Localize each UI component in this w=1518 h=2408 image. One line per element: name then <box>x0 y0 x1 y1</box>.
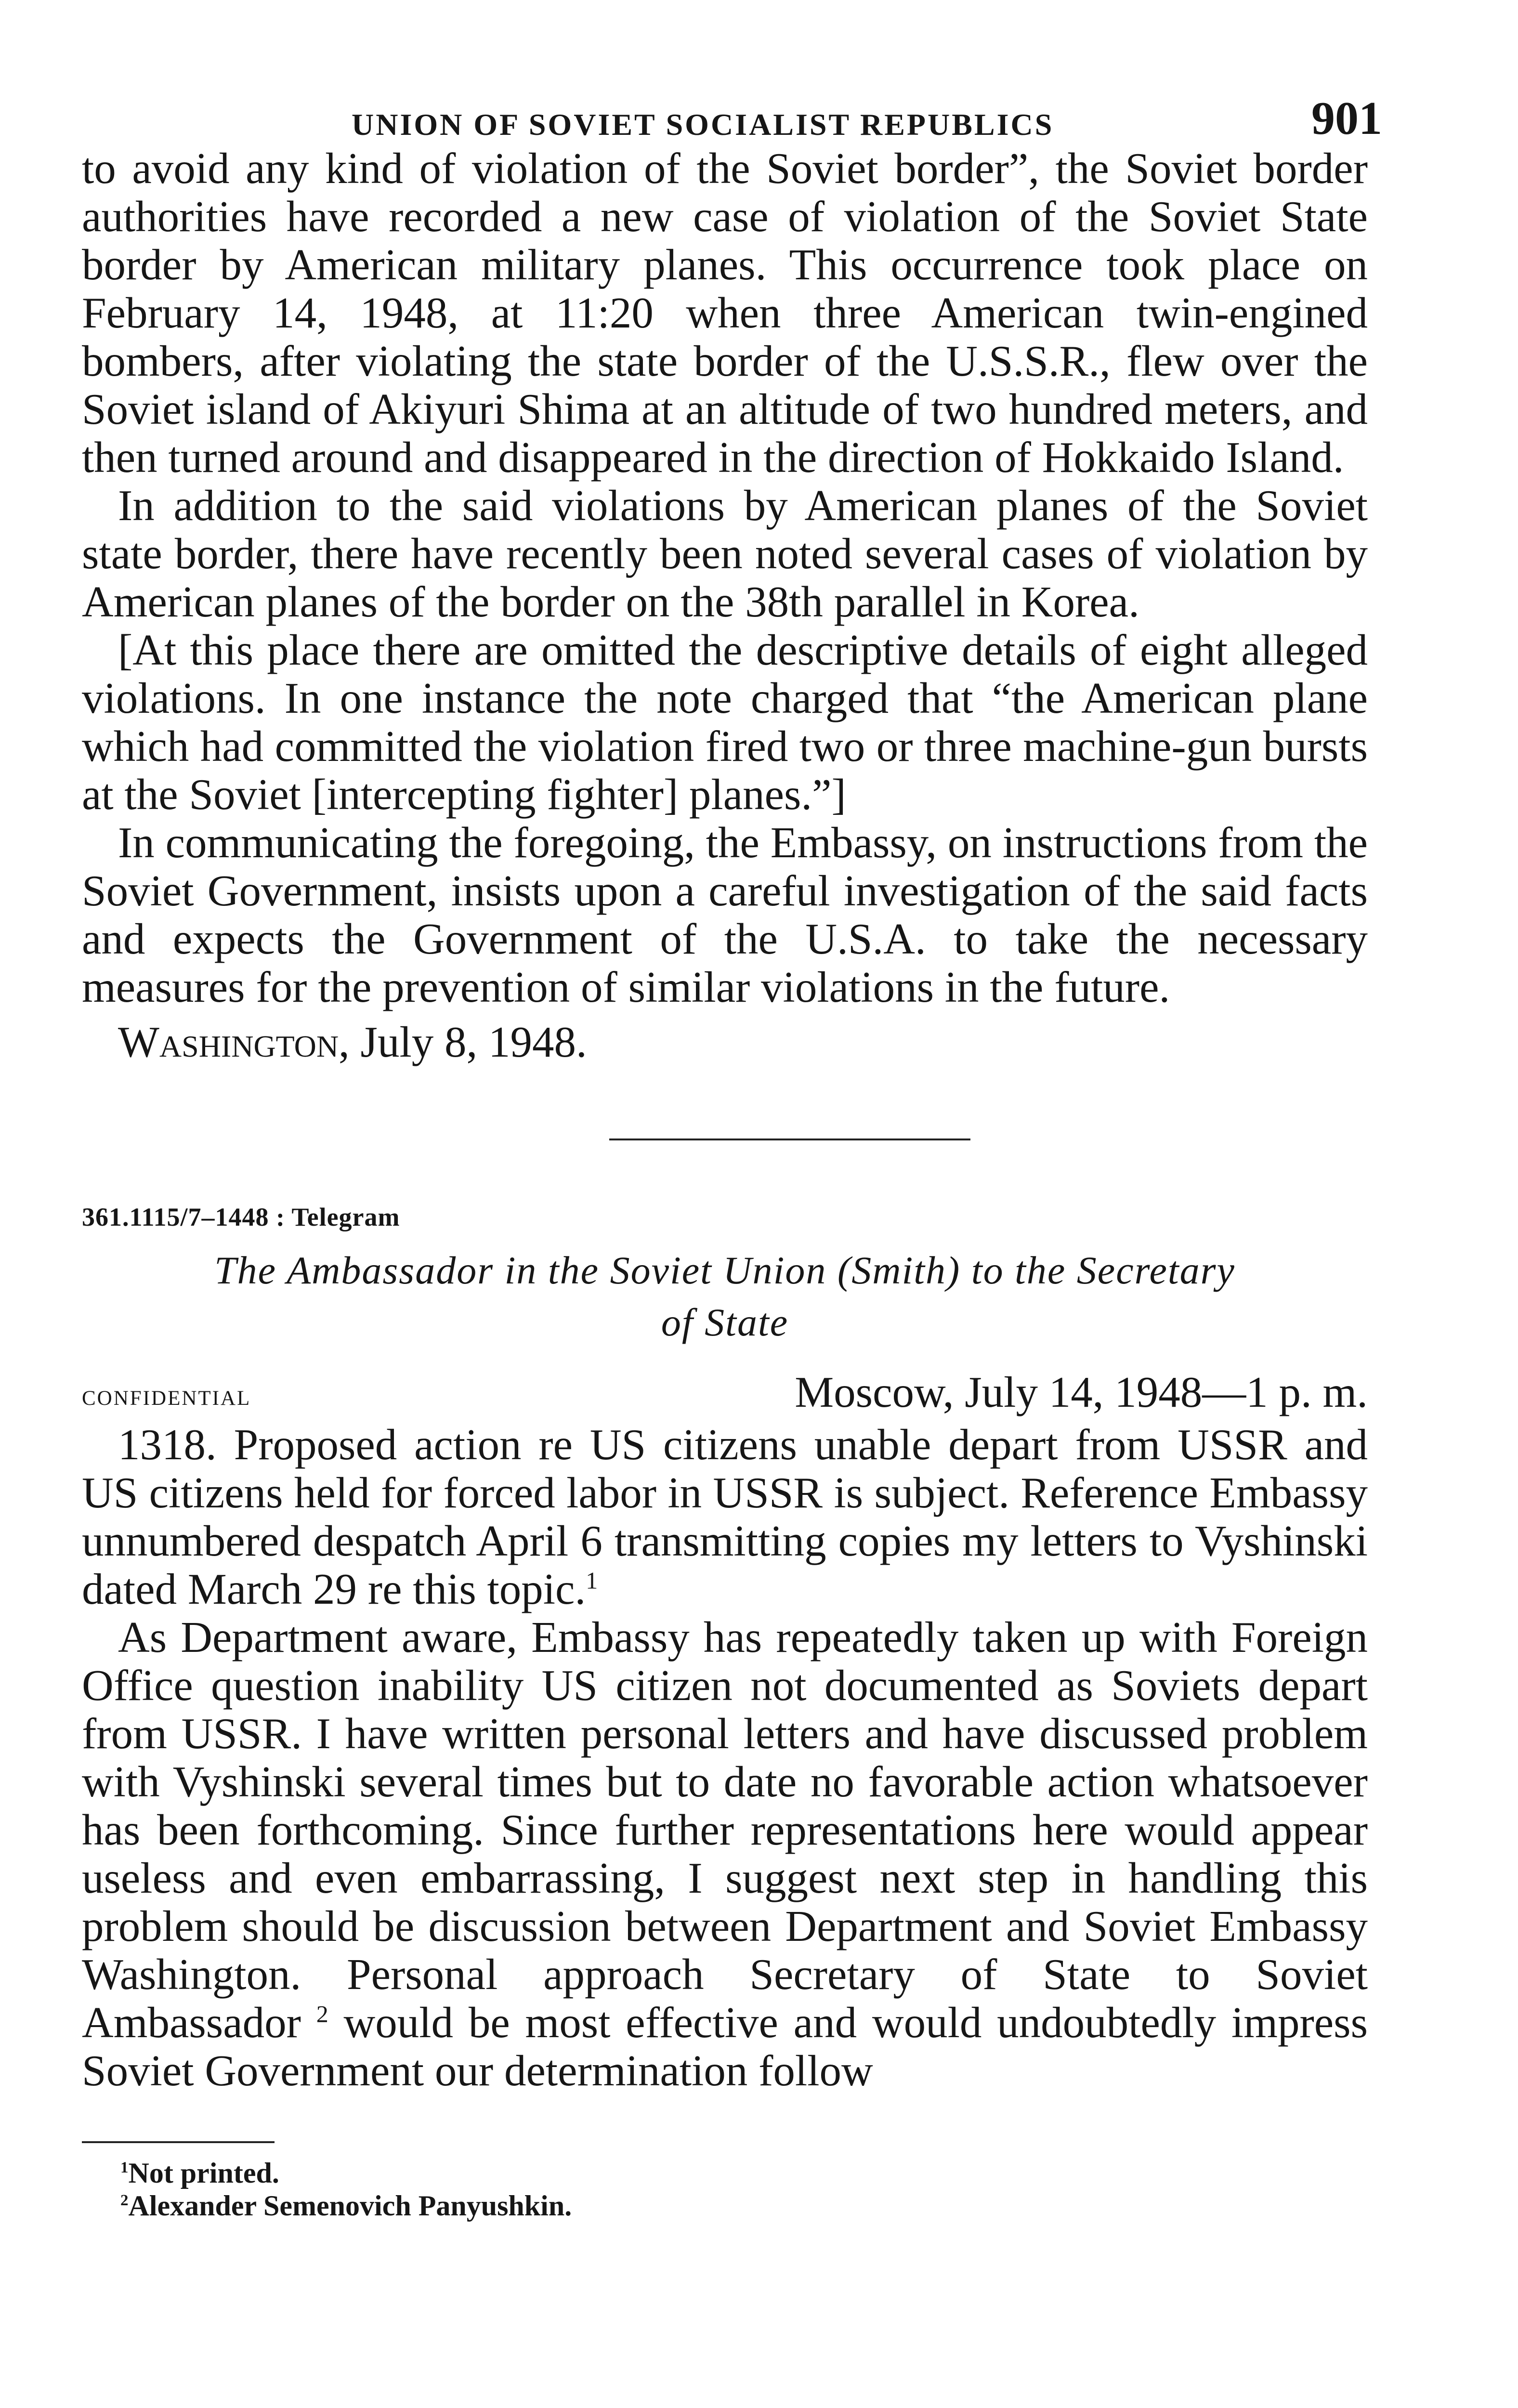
telegram-header <box>82 1367 1368 1421</box>
classification-label: confidential <box>82 1379 251 1412</box>
telegram-paragraph-1-text: 1318. Proposed action re US citizens unable depart from USSR and US citizens held for forced labor in USSR is subject. Reference Embassy unnumbered despatch April 6 transmitting copies my letters to Vyshinski dated March 29 re this topic. <box>82 1420 1368 1613</box>
body-paragraph-3: [At this place there are omitted the descriptive details of eight alleged violations. In one instance the note charged that “the American plane which had committed the violation fired two or three machine-gun bursts at the Soviet [intercepting fighter] planes.”] <box>82 626 1368 819</box>
dateline-place: Washington, <box>118 1018 350 1066</box>
footnote-mark-1: 1 <box>120 2159 129 2176</box>
document-title <box>82 1244 1368 1348</box>
body-paragraph-2: In addition to the said violations by American planes of the Soviet state border, there have recently been noted several cases of violation by American planes of the border on the 38th parallel in Korea. <box>82 481 1368 626</box>
footnote-mark-2: 2 <box>120 2192 129 2209</box>
footnote-divider <box>82 2141 275 2143</box>
footnote-text-2: Alexander Semenovich Panyushkin. <box>128 2190 572 2222</box>
document-title-line-2: of State <box>661 1300 789 1344</box>
telegram-paragraph-2 <box>82 1613 1368 2095</box>
body-paragraph-1: to avoid any kind of violation of the Soviet border”, the Soviet border authorities have recorded a new case of violation of the Soviet State border by American military planes. This occurrence took place on February 14, 1948, at 11:20 when three American twin-engined bombers, after violating the state border of the U.S.S.R., flew over the Soviet island of Akiyuri Shima at an altitude of two hundred meters, and then turned around and disappeared in the direction of Hokkaido Island. <box>82 144 1368 482</box>
footnotes <box>120 2157 1368 2222</box>
dateline-date: July 8, 1948. <box>349 1018 587 1066</box>
dateline <box>118 1018 1368 1066</box>
running-title: UNION OF SOVIET SOCIALIST REPUBLICS <box>352 107 1054 142</box>
telegram-paragraph-2-text-b: would be most effective and would undoubtedly impress Soviet Government our determination follow <box>82 1998 1368 2095</box>
telegram-date: Moscow, July 14, 1948—1 p. m. <box>795 1368 1368 1416</box>
section-divider <box>609 1139 970 1140</box>
footnote-2 <box>120 2189 1368 2222</box>
body-paragraph-4: In communicating the foregoing, the Embassy, on instructions from the Soviet Government, insists upon a careful investigation of the said facts and expects the Government of the U.S.A. to take the necessary measures for the prevention of similar violations in the future. <box>82 818 1368 1011</box>
page-number: 901 <box>1311 92 1382 144</box>
footnote-text-1: Not printed. <box>128 2157 279 2189</box>
file-reference: 361.1115/7–1448 : Telegram <box>82 1203 400 1231</box>
running-header <box>82 92 1382 144</box>
telegram-paragraph-2-text-a: As Department aware, Embassy has repeatedly taken up with Foreign Office question inability US citizen not documented as Soviets depart from USSR. I have written personal letters and have discussed problem with Vyshinski several times but to date no favorable action whatsoever has been forthcoming. Since further representations here would appear useless and even embarrassing, I suggest next step in handling this problem should be discussion between Department and Soviet Embassy Washington. Personal approach Secretary of State to Soviet Ambassador <box>82 1613 1368 2047</box>
footnote-ref-2: 2 <box>316 2000 328 2028</box>
page-content <box>82 92 1382 2222</box>
telegram-paragraph-1 <box>82 1421 1368 1613</box>
document-title-line-1: The Ambassador in the Soviet Union (Smith) to the Secretary <box>214 1248 1235 1292</box>
footnote-ref-1: 1 <box>586 1567 598 1594</box>
footnote-1 <box>120 2157 1368 2189</box>
